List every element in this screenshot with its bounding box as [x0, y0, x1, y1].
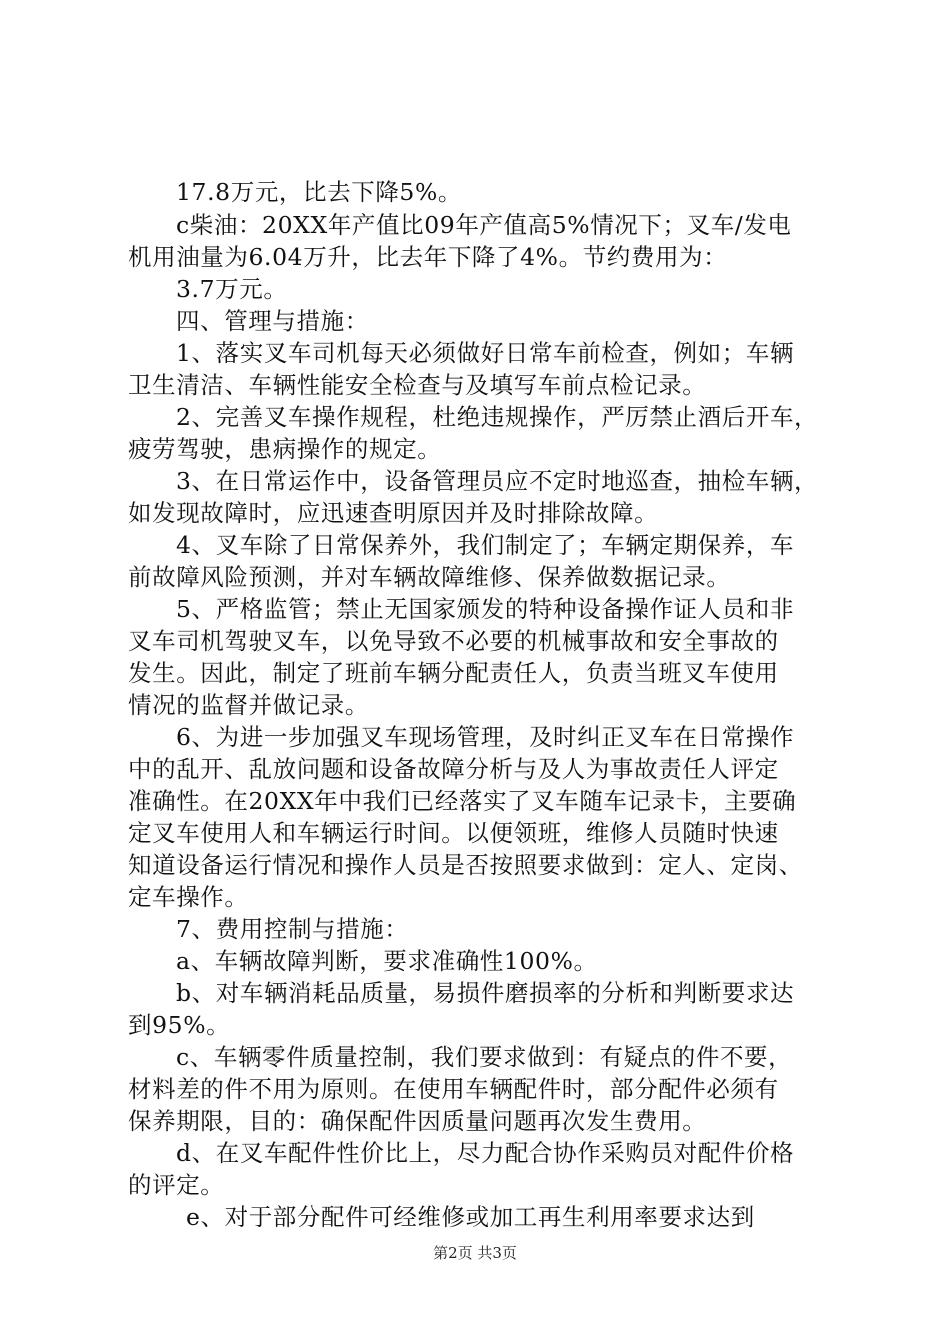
text-line: 1、落实叉车司机每天必须做好日常车前检查，例如；车辆	[176, 339, 795, 367]
text-line: 4、叉车除了日常保养外，我们制定了；车辆定期保养，车	[176, 531, 795, 559]
text-line: 中的乱开、乱放问题和设备故障分析与及人为事故责任人评定	[128, 755, 779, 783]
text-line: 定车操作。	[128, 883, 249, 911]
text-line: b、对车辆消耗品质量，易损件磨损率的分析和判断要求达	[176, 979, 795, 1007]
text-line: d、在叉车配件性价比上，尽力配合协作采购员对配件价格	[176, 1139, 795, 1167]
text-line: 定叉车使用人和车辆运行时间。以便领班，维修人员随时快速	[128, 819, 779, 847]
text-line: 叉车司机驾驶叉车，以免导致不必要的机械事故和安全事故的	[128, 627, 779, 655]
text-line: 7、费用控制与措施：	[176, 915, 409, 943]
text-line: c、车辆零件质量控制，我们要求做到：有疑点的件不要，	[176, 1043, 793, 1071]
text-line: c柴油：20XX年产值比09年产值高5%情况下；叉车/发电	[176, 211, 792, 239]
text-line: 准确性。在20XX年中我们已经落实了叉车随车记录卡，主要确	[128, 787, 797, 815]
text-line: 的评定。	[128, 1171, 225, 1199]
text-line: 发生。因此，制定了班前车辆分配责任人，负责当班叉车使用	[128, 659, 779, 687]
text-line: e、对于部分配件可经维修或加工再生利用率要求达到	[186, 1203, 755, 1231]
text-line: 17.8万元，比去下降5%。	[176, 178, 463, 206]
text-line: 疲劳驾驶，患病操作的规定。	[128, 435, 442, 463]
text-line: 5、严格监管；禁止无国家颁发的特种设备操作证人员和非	[176, 595, 795, 623]
text-line: 情况的监督并做记录。	[128, 691, 369, 719]
text-line: a、车辆故障判断，要求准确性100%。	[176, 947, 598, 975]
text-line: 6、为进一步加强叉车现场管理，及时纠正叉车在日常操作	[176, 723, 795, 751]
text-line: 2、完善叉车操作规程，杜绝违规操作，严厉禁止酒后开车，	[176, 403, 819, 431]
text-line: 知道设备运行情况和操作人员是否按照要求做到：定人、定岗、	[128, 851, 803, 879]
text-line: 卫生清洁、车辆性能安全检查与及填写车前点检记录。	[128, 371, 707, 399]
text-line: 3.7万元。	[176, 275, 288, 303]
text-line: 保养期限，目的：确保配件因质量问题再次发生费用。	[128, 1107, 707, 1135]
text-line: 材料差的件不用为原则。在使用车辆配件时，部分配件必须有	[128, 1075, 779, 1103]
text-line: 3、在日常运作中，设备管理员应不定时地巡查，抽检车辆，	[176, 467, 819, 495]
text-line: 前故障风险预测，并对车辆故障维修、保养做数据记录。	[128, 563, 731, 591]
text-line: 到95%。	[128, 1011, 231, 1039]
page-number: 第2页 共3页	[433, 1244, 517, 1262]
section-heading: 四、管理与措施：	[176, 307, 369, 335]
text-line: 机用油量为6.04万升，比去年下降了4%。节约费用为：	[128, 243, 728, 271]
text-line: 如发现故障时，应迅速查明原因并及时排除故障。	[128, 499, 659, 527]
